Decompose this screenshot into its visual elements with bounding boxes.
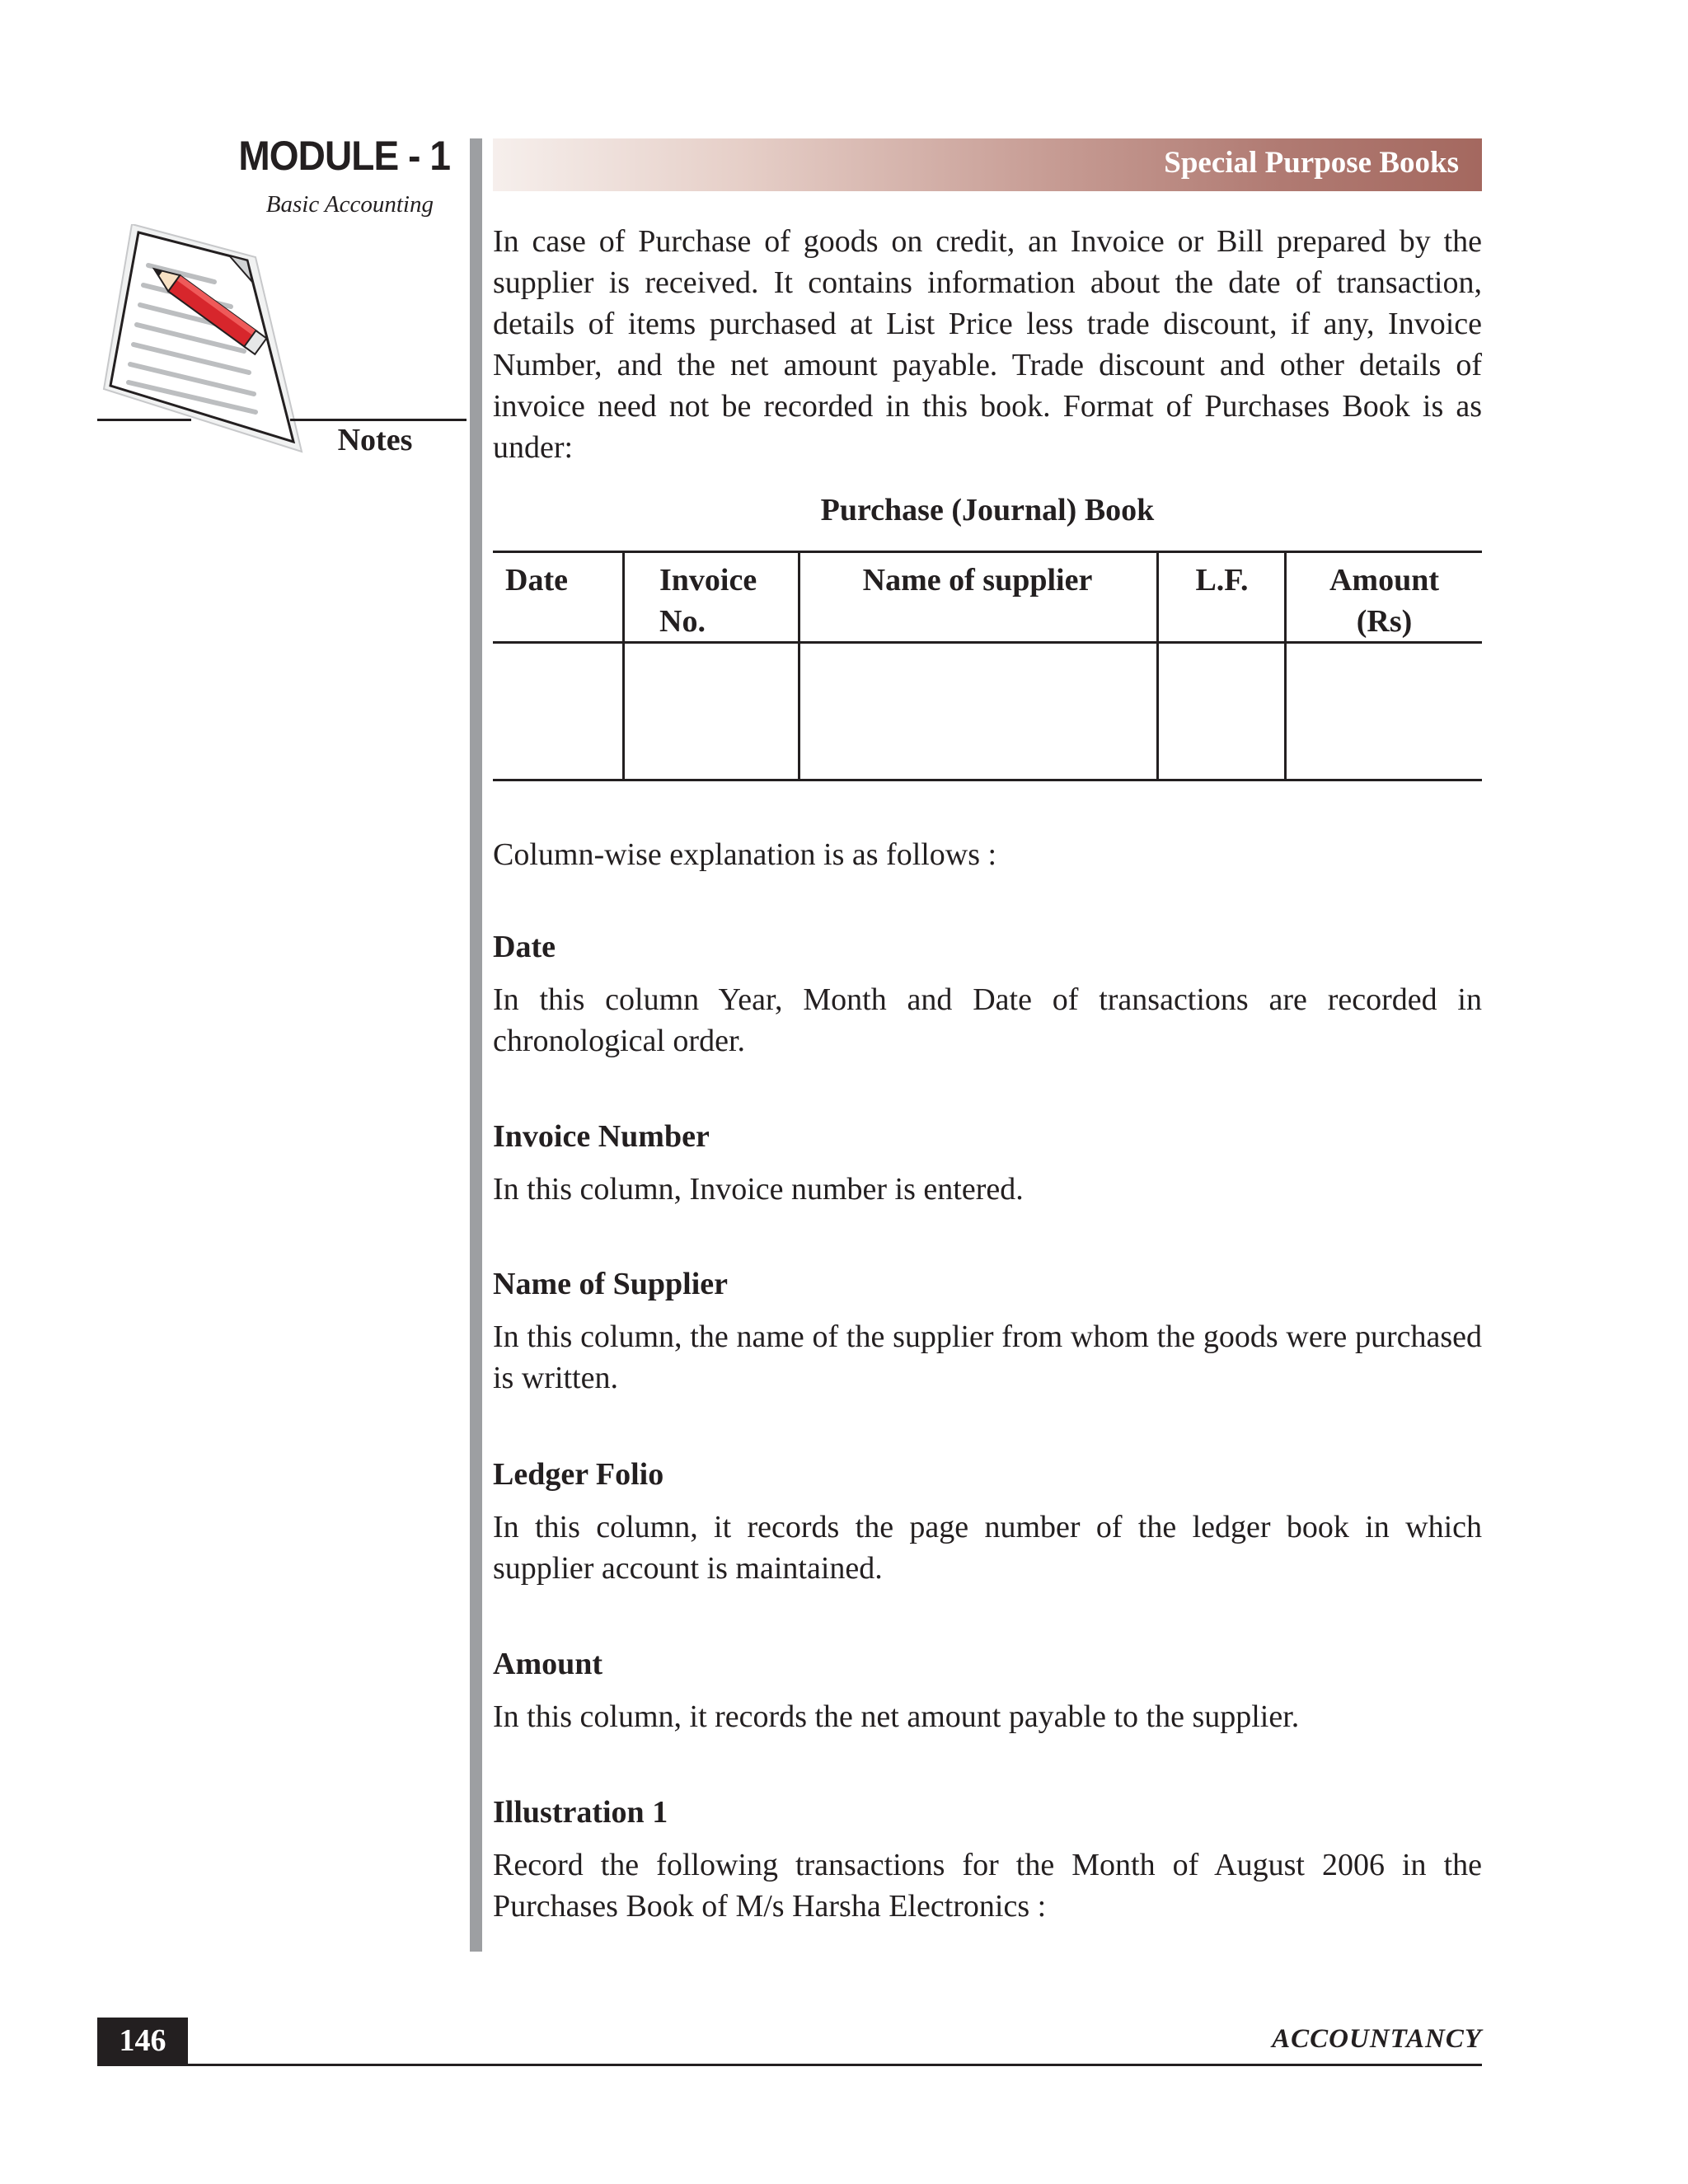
column-header-invoice-line1: Invoice (659, 563, 757, 598)
table-col-divider (622, 553, 625, 779)
section-name-of-supplier (493, 1263, 1482, 1399)
notes-label: Notes (337, 423, 413, 457)
section-invoice-number (493, 1116, 1482, 1210)
module-title: MODULE - 1 (238, 133, 450, 179)
column-header-amount (1287, 560, 1482, 642)
section-text: In this column, it records the net amount payable to the supplier. (493, 1699, 1300, 1734)
page-number: 146 (97, 2018, 188, 2064)
section-text: In this column, it records the page number of the ledger book in which supplier account is maintained. (493, 1510, 1482, 1586)
section-date (493, 926, 1482, 1062)
intro-block (493, 221, 1482, 468)
section-heading: Name of Supplier (493, 1267, 728, 1301)
column-header-supplier: Name of supplier (862, 563, 1093, 598)
section-amount (493, 1643, 1482, 1737)
section-header-band (493, 138, 1482, 191)
section-heading: Ledger Folio (493, 1457, 664, 1492)
section-title: Special Purpose Books (1164, 146, 1459, 180)
section-heading: Amount (493, 1647, 603, 1681)
section-heading: Invoice Number (493, 1119, 710, 1154)
section-illustration-1 (493, 1792, 1482, 1927)
notes-rule-left (97, 419, 191, 421)
section-text: In this column Year, Month and Date of transactions are recorded in chronological order. (493, 982, 1482, 1058)
margin-divider-bar (470, 138, 482, 1952)
column-header-amount-line2: (Rs) (1356, 604, 1413, 639)
footer-subject: ACCOUNTANCY (1272, 2024, 1482, 2054)
column-header-amount-line1: Amount (1329, 563, 1440, 598)
column-header-lf: L.F. (1195, 563, 1249, 598)
intro-paragraph: In case of Purchase of goods on credit, an Invoice or Bill prepared by the supplier is received. It contains information about the date of transaction, details of items purchased at List Price less trade discount, if any, Invoice Number, and the net amount payable. Trade discount and other details of invoice need not be recorded in this book. Format of Purchases Book is as under: (493, 224, 1482, 465)
footer-rule (97, 2064, 1482, 2066)
section-heading: Date (493, 930, 556, 964)
column-header-date: Date (505, 563, 568, 598)
column-header-invoice-line2: No. (659, 604, 706, 639)
module-subtitle: Basic Accounting (265, 191, 434, 218)
purchase-journal-table (493, 551, 1482, 781)
section-text: In this column, the name of the supplier from whom the goods were purchased is written. (493, 1319, 1482, 1395)
explanation-intro: Column-wise explanation is as follows : (493, 837, 997, 872)
section-heading: Illustration 1 (493, 1795, 668, 1830)
section-ledger-folio (493, 1454, 1482, 1589)
explanation-intro-block (493, 834, 1482, 875)
table-caption: Purchase (Journal) Book (820, 493, 1155, 527)
section-text: Record the following transactions for the Month of August 2006 in the Purchases Book of M/s Harsha Electronics : (493, 1848, 1482, 1924)
section-text: In this column, Invoice number is entered. (493, 1172, 1024, 1207)
notes-rule-right (290, 419, 467, 421)
